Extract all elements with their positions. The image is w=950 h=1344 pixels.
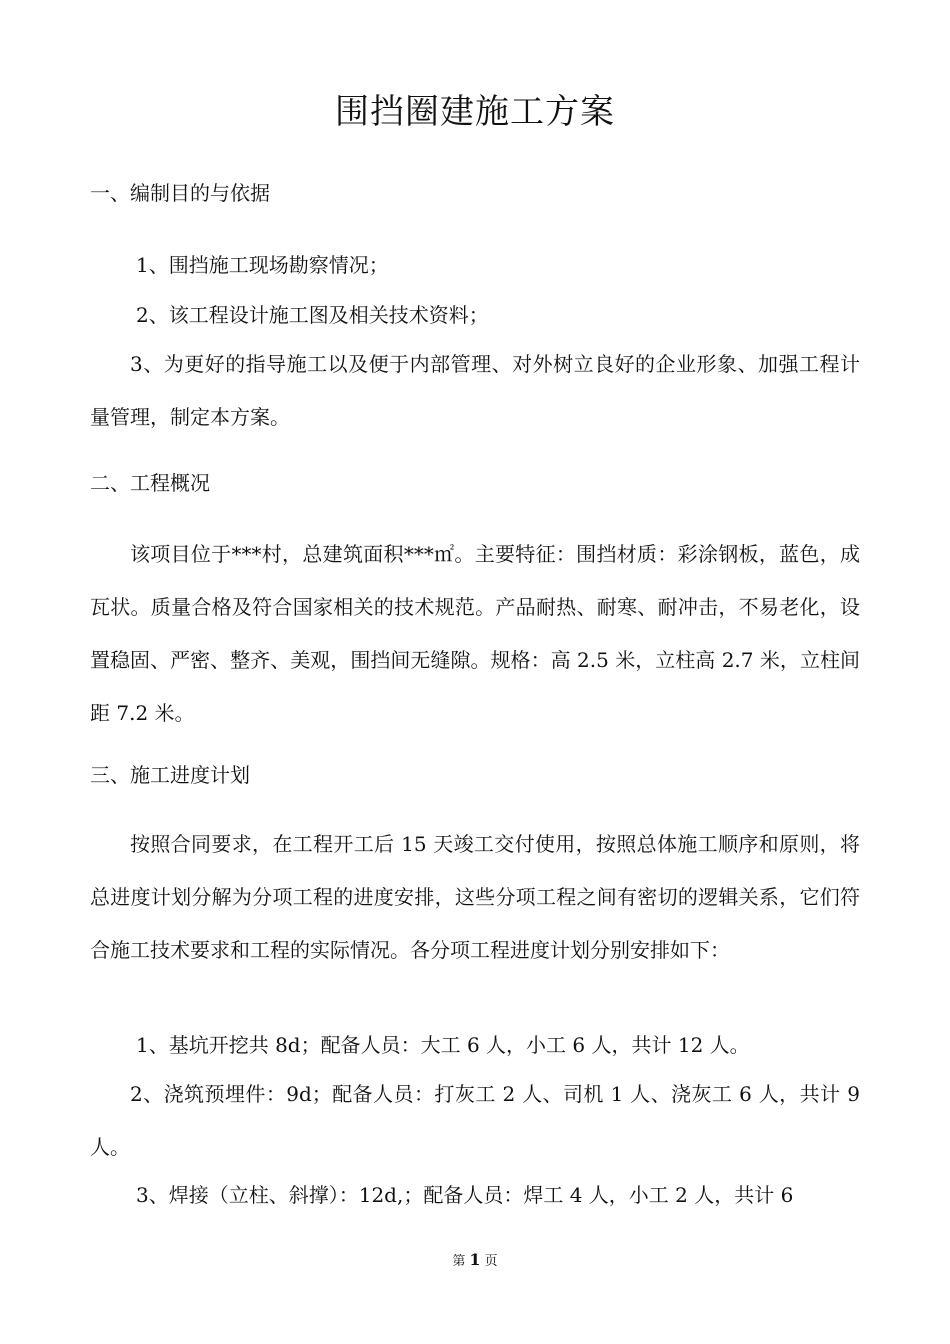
footer-suffix: 页 [484, 1254, 498, 1269]
section-heading-1: 一、编制目的与依据 [90, 181, 270, 205]
page-footer [0, 1250, 950, 1272]
section1-item-3: 3、为更好的指导施工以及便于内部管理、对外树立良好的企业形象、加强工程计量管理，制定本方案。 [90, 352, 860, 429]
section1-item-1: 1、围挡施工现场勘察情况； [136, 253, 389, 277]
document-title: 围挡圈建施工方案 [335, 92, 615, 132]
section2-paragraph: 该项目位于***村，总建筑面积***㎡。主要特征：围挡材质：彩涂钢板，蓝色，成瓦状。质量合格及符合国家相关的技术规范。产品耐热、耐寒、耐冲击，不易老化，设置稳固、严密、整齐、美观，围挡间无缝隙。规格：高 2.5 米，立柱高 2.7 米，立柱间距 7.2 米。 [90, 542, 860, 725]
section-heading-3: 三、施工进度计划 [90, 763, 250, 787]
section-heading-2: 二、工程概况 [90, 471, 210, 495]
footer-prefix: 第 [452, 1254, 466, 1269]
section3-intro: 按照合同要求，在工程开工后 15 天竣工交付使用，按照总体施工顺序和原则，将总进度计划分解为分项工程的进度安排，这些分项工程之间有密切的逻辑关系，它们符合施工技术要求和工程的实际情况。各分项工程进度计划分别安排如下： [90, 832, 860, 962]
section3-item-3: 3、焊接（立柱、斜撑）：12d,；配备人员：焊工 4 人，小工 2 人，共计 6 [136, 1183, 794, 1207]
section3-item-1: 1、基坑开挖共 8d；配备人员：大工 6 人，小工 6 人，共计 12 人。 [136, 1033, 750, 1057]
section1-item-2: 2、该工程设计施工图及相关技术资料； [136, 303, 489, 327]
page-number: 1 [469, 1250, 481, 1269]
section3-item-2: 2、浇筑预埋件：9d；配备人员：打灰工 2 人、司机 1 人、浇灰工 6 人，共计 9 人。 [90, 1082, 860, 1159]
